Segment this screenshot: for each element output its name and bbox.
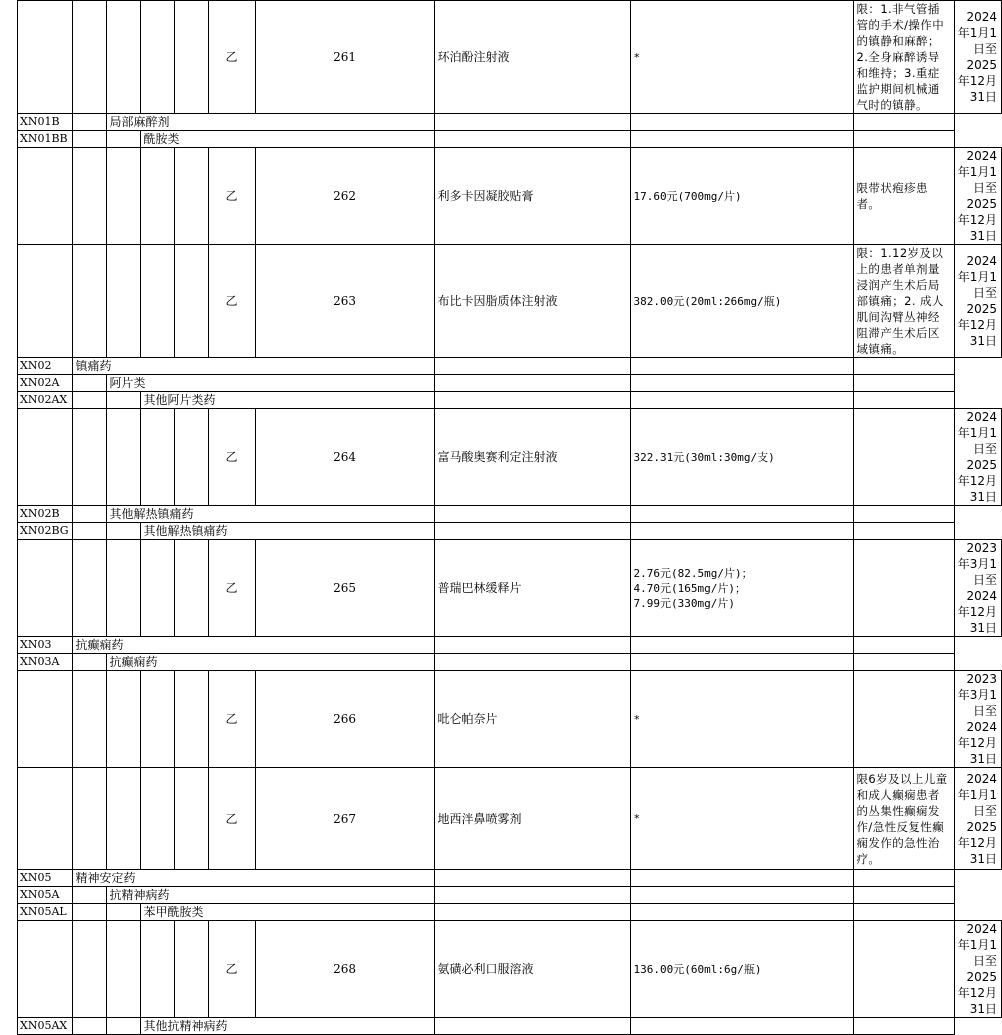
price-line: 382.00元(20ml:266mg/瓶)	[633, 294, 782, 308]
price-line: 136.00元(60ml:6g/瓶)	[633, 962, 762, 976]
empty-cell	[853, 654, 954, 671]
empty-cell	[630, 358, 853, 375]
agreement-period-cell	[954, 1, 1001, 114]
price-cell	[630, 245, 853, 358]
category-row	[18, 637, 1002, 654]
category-row	[18, 114, 1002, 131]
category-row	[18, 131, 1002, 148]
category-row	[18, 392, 1002, 409]
empty-cell	[434, 523, 630, 540]
category-label-cell: 其他解热镇痛药	[140, 523, 434, 540]
atc-code-cell: XN03	[18, 637, 73, 654]
empty-cell	[140, 1, 174, 114]
empty-cell	[853, 375, 954, 392]
payment-limit-cell	[853, 540, 954, 637]
atc-code-cell: XN02A	[18, 375, 73, 392]
category-label-cell: 其他抗精神病药	[140, 1018, 434, 1035]
period-line: 2024年1月1日至	[957, 771, 997, 818]
empty-cell	[853, 358, 954, 375]
empty-cell	[72, 131, 106, 148]
category-label-cell: 抗癫痫药	[106, 654, 434, 671]
reimbursement-class-cell: 乙	[208, 1, 255, 114]
atc-code-cell: XN05AL	[18, 904, 73, 921]
empty-cell	[18, 671, 73, 768]
atc-code-cell: XN03A	[18, 654, 73, 671]
empty-cell	[72, 245, 106, 358]
empty-cell	[630, 392, 853, 409]
empty-cell	[434, 887, 630, 904]
drug-name-cell: 普瑞巴林缓释片	[434, 540, 630, 637]
empty-cell	[853, 870, 954, 887]
drug-name-cell: 布比卡因脂质体注射液	[434, 245, 630, 358]
empty-cell	[174, 245, 208, 358]
empty-cell	[106, 392, 140, 409]
empty-cell	[853, 114, 954, 131]
atc-code-cell: XN05A	[18, 887, 73, 904]
drug-name-cell: 地西泮鼻喷雾剂	[434, 768, 630, 870]
empty-cell	[174, 921, 208, 1018]
empty-cell	[434, 114, 630, 131]
category-row	[18, 654, 1002, 671]
empty-cell	[174, 768, 208, 870]
empty-cell	[72, 506, 106, 523]
price-cell	[630, 768, 853, 870]
empty-cell	[72, 887, 106, 904]
drug-name-cell: 吡仑帕奈片	[434, 671, 630, 768]
category-label-cell: 阿片类	[106, 375, 434, 392]
drug-name-cell: 环泊酚注射液	[434, 1, 630, 114]
drug-number-cell: 266	[255, 671, 434, 768]
payment-limit-cell	[853, 671, 954, 768]
empty-cell	[434, 131, 630, 148]
atc-code-cell: XN01B	[18, 114, 73, 131]
price-line: *	[633, 50, 641, 64]
period-line: 2024年1月1日至	[957, 922, 997, 968]
empty-cell	[434, 654, 630, 671]
empty-cell	[140, 148, 174, 245]
category-row	[18, 870, 1002, 887]
empty-cell	[174, 540, 208, 637]
empty-cell	[174, 409, 208, 506]
empty-cell	[630, 131, 853, 148]
drug-number-cell: 267	[255, 768, 434, 870]
drug-row	[18, 768, 1002, 870]
empty-cell	[72, 1, 106, 114]
empty-cell	[106, 1, 140, 114]
empty-cell	[106, 904, 140, 921]
price-line: 4.70元(165mg/片)；	[633, 581, 747, 595]
empty-cell	[434, 375, 630, 392]
category-label-cell: 精神安定药	[72, 870, 434, 887]
empty-cell	[853, 1018, 954, 1035]
drug-row	[18, 1, 1002, 114]
period-line: 2024年12月31日	[957, 720, 997, 766]
price-cell	[630, 540, 853, 637]
empty-cell	[853, 904, 954, 921]
empty-cell	[434, 1018, 630, 1035]
empty-cell	[106, 148, 140, 245]
drug-name-cell: 氨磺必利口服溶液	[434, 921, 630, 1018]
empty-cell	[630, 114, 853, 131]
period-line: 2025年12月31日	[957, 458, 997, 504]
drug-row	[18, 540, 1002, 637]
empty-cell	[434, 392, 630, 409]
empty-cell	[140, 921, 174, 1018]
drug-row	[18, 671, 1002, 768]
period-line: 2024年1月1日至	[957, 410, 997, 456]
period-line: 2025年12月31日	[957, 819, 997, 866]
empty-cell	[140, 540, 174, 637]
drug-number-cell: 261	[255, 1, 434, 114]
category-label-cell: 酰胺类	[140, 131, 434, 148]
empty-cell	[18, 921, 73, 1018]
drug-number-cell: 264	[255, 409, 434, 506]
reimbursement-class-cell: 乙	[208, 540, 255, 637]
empty-cell	[72, 1018, 106, 1035]
payment-limit-cell	[853, 409, 954, 506]
category-label-cell: 苯甲酰胺类	[140, 904, 434, 921]
category-row	[18, 1018, 1002, 1035]
price-cell	[630, 1, 853, 114]
price-line: 322.31元(30ml:30mg/支)	[633, 450, 775, 464]
empty-cell	[72, 392, 106, 409]
empty-cell	[630, 904, 853, 921]
payment-limit-cell: 限6岁及以上儿童和成人癫痫患者的丛集性癫痫发作/急性反复性癫痫发作的急性治疗。	[853, 768, 954, 870]
empty-cell	[72, 921, 106, 1018]
empty-cell	[853, 637, 954, 654]
agreement-period-cell	[954, 921, 1001, 1018]
empty-cell	[434, 870, 630, 887]
empty-cell	[174, 148, 208, 245]
empty-cell	[106, 523, 140, 540]
empty-cell	[630, 887, 853, 904]
category-label-cell: 抗癫痫药	[72, 637, 434, 654]
empty-cell	[106, 540, 140, 637]
empty-cell	[72, 409, 106, 506]
drug-row	[18, 148, 1002, 245]
empty-cell	[106, 921, 140, 1018]
empty-cell	[72, 114, 106, 131]
agreement-period-cell	[954, 768, 1001, 870]
payment-limit-cell: 限：1.12岁及以上的患者单剂量浸润产生术后局部镇痛；2. 成人肌间沟臂丛神经阻滞产生术后区域镇痛。	[853, 245, 954, 358]
empty-cell	[630, 523, 853, 540]
period-line: 2025年12月31日	[957, 197, 997, 243]
empty-cell	[106, 245, 140, 358]
drug-number-cell: 268	[255, 921, 434, 1018]
empty-cell	[18, 148, 73, 245]
empty-cell	[434, 506, 630, 523]
period-line: 2024年1月1日至	[957, 254, 997, 300]
price-line: 17.60元(700mg/片)	[633, 189, 742, 203]
period-line: 2025年12月31日	[957, 970, 997, 1016]
category-label-cell: 其他阿片类药	[140, 392, 434, 409]
empty-cell	[140, 768, 174, 870]
empty-cell	[72, 148, 106, 245]
price-line: 2.76元(82.5mg/片)；	[633, 566, 753, 580]
category-label-cell: 抗精神病药	[106, 887, 434, 904]
agreement-period-cell	[954, 540, 1001, 637]
empty-cell	[106, 768, 140, 870]
category-row	[18, 904, 1002, 921]
drug-row	[18, 245, 1002, 358]
category-row	[18, 887, 1002, 904]
period-line: 2024年12月31日	[957, 589, 997, 635]
empty-cell	[140, 409, 174, 506]
empty-cell	[174, 671, 208, 768]
drug-catalog-table	[17, 0, 1002, 1035]
empty-cell	[106, 1018, 140, 1035]
atc-code-cell: XN02B	[18, 506, 73, 523]
empty-cell	[853, 131, 954, 148]
reimbursement-class-cell: 乙	[208, 921, 255, 1018]
price-cell	[630, 921, 853, 1018]
empty-cell	[72, 654, 106, 671]
category-row	[18, 523, 1002, 540]
empty-cell	[72, 540, 106, 637]
reimbursement-class-cell: 乙	[208, 245, 255, 358]
price-line: 7.99元(330mg/片)	[633, 596, 736, 610]
price-line: *	[633, 712, 641, 726]
empty-cell	[18, 1, 73, 114]
drug-name-cell: 利多卡因凝胶贴膏	[434, 148, 630, 245]
agreement-period-cell	[954, 671, 1001, 768]
empty-cell	[106, 671, 140, 768]
reimbursement-class-cell: 乙	[208, 148, 255, 245]
empty-cell	[72, 768, 106, 870]
payment-limit-cell	[853, 921, 954, 1018]
empty-cell	[630, 506, 853, 523]
empty-cell	[853, 506, 954, 523]
empty-cell	[434, 904, 630, 921]
empty-cell	[630, 870, 853, 887]
empty-cell	[630, 1018, 853, 1035]
reimbursement-class-cell: 乙	[208, 409, 255, 506]
atc-code-cell: XN05AX	[18, 1018, 73, 1035]
empty-cell	[18, 540, 73, 637]
empty-cell	[630, 654, 853, 671]
empty-cell	[18, 409, 73, 506]
empty-cell	[434, 637, 630, 654]
empty-cell	[106, 409, 140, 506]
drug-number-cell: 265	[255, 540, 434, 637]
agreement-period-cell	[954, 148, 1001, 245]
period-line: 2023年3月1日至	[957, 672, 997, 718]
category-row	[18, 375, 1002, 392]
price-cell	[630, 409, 853, 506]
price-cell	[630, 148, 853, 245]
period-line: 2025年12月31日	[957, 58, 997, 104]
category-row	[18, 358, 1002, 375]
drug-name-cell: 富马酸奥赛利定注射液	[434, 409, 630, 506]
empty-cell	[630, 637, 853, 654]
category-label-cell: 镇痛药	[72, 358, 434, 375]
payment-limit-cell: 限带状疱疹患者。	[853, 148, 954, 245]
payment-limit-cell: 限：1.非气管插管的手术/操作中的镇静和麻醉；2.全身麻醉诱导和维持；3.重症监护期间机械通气时的镇静。	[853, 1, 954, 114]
period-line: 2024年1月1日至	[957, 10, 997, 56]
period-line: 2024年1月1日至	[957, 149, 997, 195]
empty-cell	[72, 904, 106, 921]
empty-cell	[853, 523, 954, 540]
empty-cell	[630, 375, 853, 392]
empty-cell	[853, 392, 954, 409]
empty-cell	[140, 671, 174, 768]
empty-cell	[18, 768, 73, 870]
reimbursement-class-cell: 乙	[208, 768, 255, 870]
atc-code-cell: XN01BB	[18, 131, 73, 148]
empty-cell	[853, 887, 954, 904]
agreement-period-cell	[954, 245, 1001, 358]
category-label-cell: 局部麻醉剂	[106, 114, 434, 131]
agreement-period-cell	[954, 409, 1001, 506]
empty-cell	[72, 523, 106, 540]
atc-code-cell: XN05	[18, 870, 73, 887]
atc-code-cell: XN02	[18, 358, 73, 375]
category-row	[18, 506, 1002, 523]
empty-cell	[106, 131, 140, 148]
empty-cell	[174, 1, 208, 114]
period-line: 2023年3月1日至	[957, 541, 997, 587]
period-line: 2025年12月31日	[957, 302, 997, 348]
price-line: *	[633, 812, 641, 825]
empty-cell	[72, 375, 106, 392]
drug-row	[18, 921, 1002, 1018]
drug-number-cell: 263	[255, 245, 434, 358]
empty-cell	[72, 671, 106, 768]
empty-cell	[434, 358, 630, 375]
category-label-cell: 其他解热镇痛药	[106, 506, 434, 523]
drug-row	[18, 409, 1002, 506]
atc-code-cell: XN02BG	[18, 523, 73, 540]
reimbursement-class-cell: 乙	[208, 671, 255, 768]
empty-cell	[18, 245, 73, 358]
atc-code-cell: XN02AX	[18, 392, 73, 409]
empty-cell	[140, 245, 174, 358]
price-cell	[630, 671, 853, 768]
drug-number-cell: 262	[255, 148, 434, 245]
